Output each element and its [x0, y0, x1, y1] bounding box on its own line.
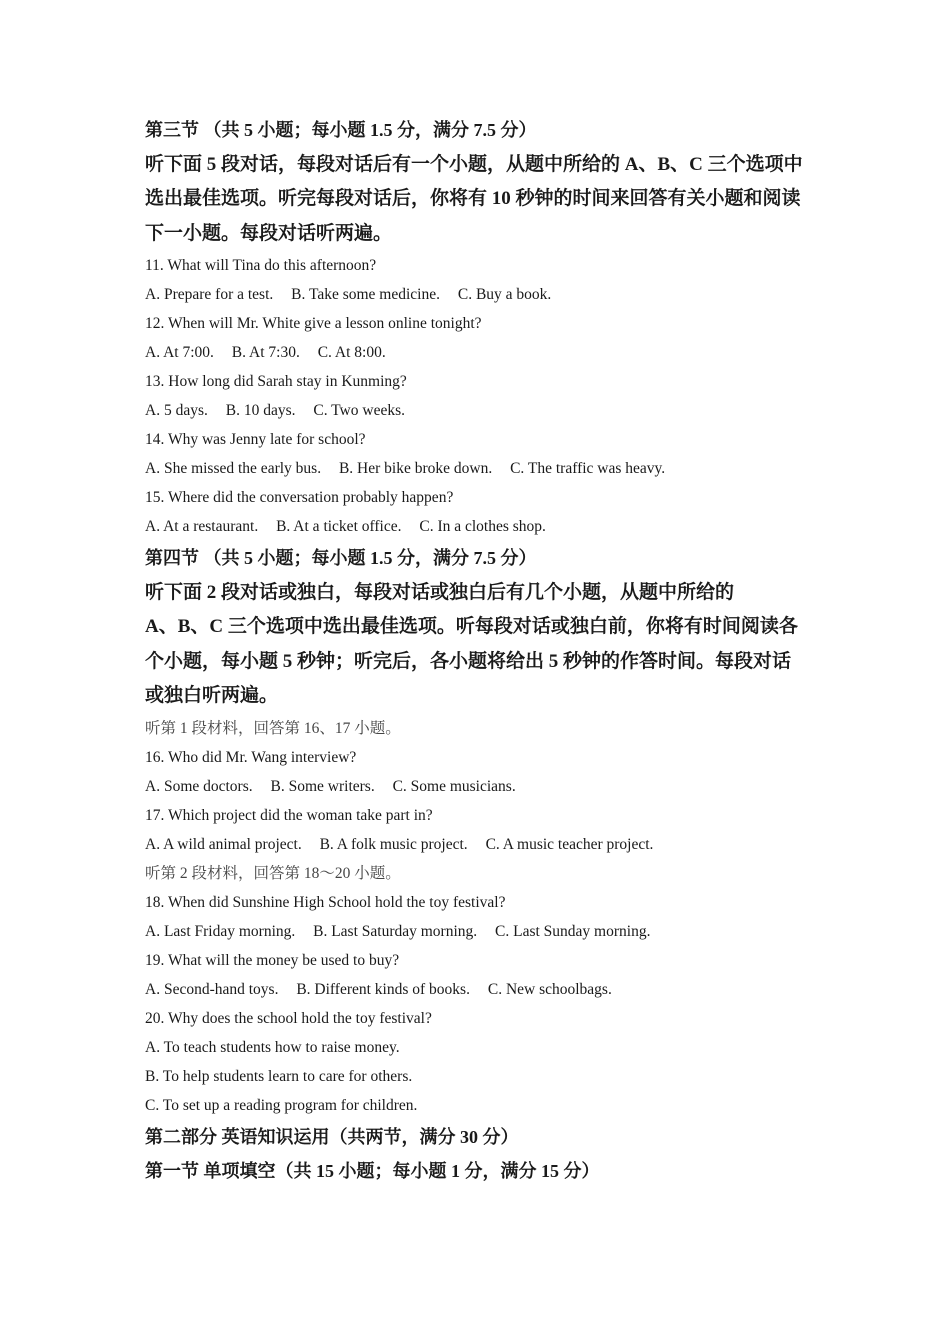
q13-option-c: C. Two weeks.	[313, 402, 405, 419]
part2-section1-heading: 第一节 单项填空（共 15 小题；每小题 1 分，满分 15 分）	[145, 1161, 600, 1181]
q17-option-a: A. A wild animal project.	[145, 835, 302, 853]
q11-option-a: A. Prepare for a test.	[145, 286, 274, 303]
q13-option-a: A. 5 days.	[145, 402, 208, 419]
question-14-options	[145, 454, 825, 483]
section4-instruction-line-4: 或独白听两遍。	[145, 685, 279, 706]
q20-option-a: A. To teach students how to raise money.	[145, 1038, 400, 1056]
question-19-stem: 19. What will the money be used to buy?	[145, 951, 400, 969]
q20-option-c: C. To set up a reading program for children.	[145, 1096, 418, 1114]
question-11-options	[145, 280, 825, 309]
question-12-options	[145, 338, 825, 367]
question-20-stem: 20. Why does the school hold the toy festival?	[145, 1009, 432, 1027]
q17-option-b: B. A folk music project.	[319, 835, 468, 853]
section4-heading: 第四节 （共 5 小题；每小题 1.5 分，满分 7.5 分）	[145, 548, 537, 568]
question-15-options	[145, 512, 825, 541]
q14-option-c: C. The traffic was heavy.	[510, 460, 666, 477]
q19-option-b: B. Different kinds of books.	[296, 980, 470, 998]
q11-option-c: C. Buy a book.	[457, 286, 552, 303]
question-19-options	[145, 975, 825, 1004]
question-11-stem: 11. What will Tina do this afternoon?	[145, 257, 377, 274]
q16-option-c: C. Some musicians.	[392, 777, 516, 795]
q18-option-c: C. Last Sunday morning.	[495, 922, 651, 940]
q20-option-b: B. To help students learn to care for others.	[145, 1067, 413, 1085]
question-13-options	[145, 396, 825, 425]
section3-heading: 第三节 （共 5 小题；每小题 1.5 分，满分 7.5 分）	[145, 120, 537, 140]
question-16-options	[145, 772, 825, 801]
q14-option-b: B. Her bike broke down.	[338, 460, 493, 477]
section4-instruction-line-1: 听下面 2 段对话或独白，每段对话或独白后有几个小题，从题中所给的	[145, 581, 735, 603]
q12-option-b: B. At 7:30.	[231, 344, 300, 361]
section3-instruction-line-1: 听下面 5 段对话，每段对话后有一个小题，从题中所给的 A、B、C 三个选项中	[145, 153, 803, 175]
q11-option-b: B. Take some medicine.	[291, 286, 440, 303]
question-18-stem: 18. When did Sunshine High School hold the toy festival?	[145, 893, 506, 911]
material-2-note: 听第 2 段材料，回答第 18～20 小题。	[145, 864, 401, 882]
q17-option-c: C. A music teacher project.	[485, 835, 654, 853]
q13-option-b: B. 10 days.	[225, 402, 296, 419]
q18-option-b: B. Last Saturday morning.	[313, 922, 478, 940]
question-17-options	[145, 830, 825, 859]
section3-instruction-line-3: 下一小题。每段对话听两遍。	[145, 222, 393, 244]
question-15-stem: 15. Where did the conversation probably happen?	[145, 489, 454, 506]
q16-option-a: A. Some doctors.	[145, 777, 253, 795]
q12-option-c: C. At 8:00.	[317, 344, 386, 361]
section3-instruction-line-2: 选出最佳选项。听完每段对话后，你将有 10 秒钟的时间来回答有关小题和阅读	[145, 188, 801, 209]
q19-option-c: C. New schoolbags.	[487, 980, 612, 998]
question-12-stem: 12. When will Mr. White give a lesson online tonight?	[145, 315, 482, 332]
section4-instruction-line-3: 个小题，每小题 5 秒钟；听完后，各小题将给出 5 秒钟的作答时间。每段对话	[145, 650, 792, 672]
q18-option-a: A. Last Friday morning.	[145, 922, 296, 940]
q15-option-b: B. At a ticket office.	[276, 518, 402, 535]
exam-content	[145, 113, 825, 1189]
section4-instruction-line-2: A、B、C 三个选项中选出最佳选项。听每段对话或独白前，你将有时间阅读各	[145, 616, 798, 637]
question-17-stem: 17. Which project did the woman take part in?	[145, 806, 433, 824]
part2-heading: 第二部分 英语知识运用（共两节，满分 30 分）	[145, 1126, 519, 1147]
q15-option-c: C. In a clothes shop.	[419, 518, 546, 535]
question-16-stem: 16. Who did Mr. Wang interview?	[145, 748, 357, 766]
q14-option-a: A. She missed the early bus.	[145, 460, 322, 477]
q19-option-a: A. Second-hand toys.	[145, 980, 279, 998]
q12-option-a: A. At 7:00.	[145, 344, 214, 361]
material-1-note: 听第 1 段材料，回答第 16、17 小题。	[145, 719, 401, 737]
question-13-stem: 13. How long did Sarah stay in Kunming?	[145, 373, 407, 390]
q16-option-b: B. Some writers.	[270, 777, 375, 795]
question-18-options	[145, 917, 825, 946]
q15-option-a: A. At a restaurant.	[145, 518, 259, 535]
question-14-stem: 14. Why was Jenny late for school?	[145, 431, 366, 448]
